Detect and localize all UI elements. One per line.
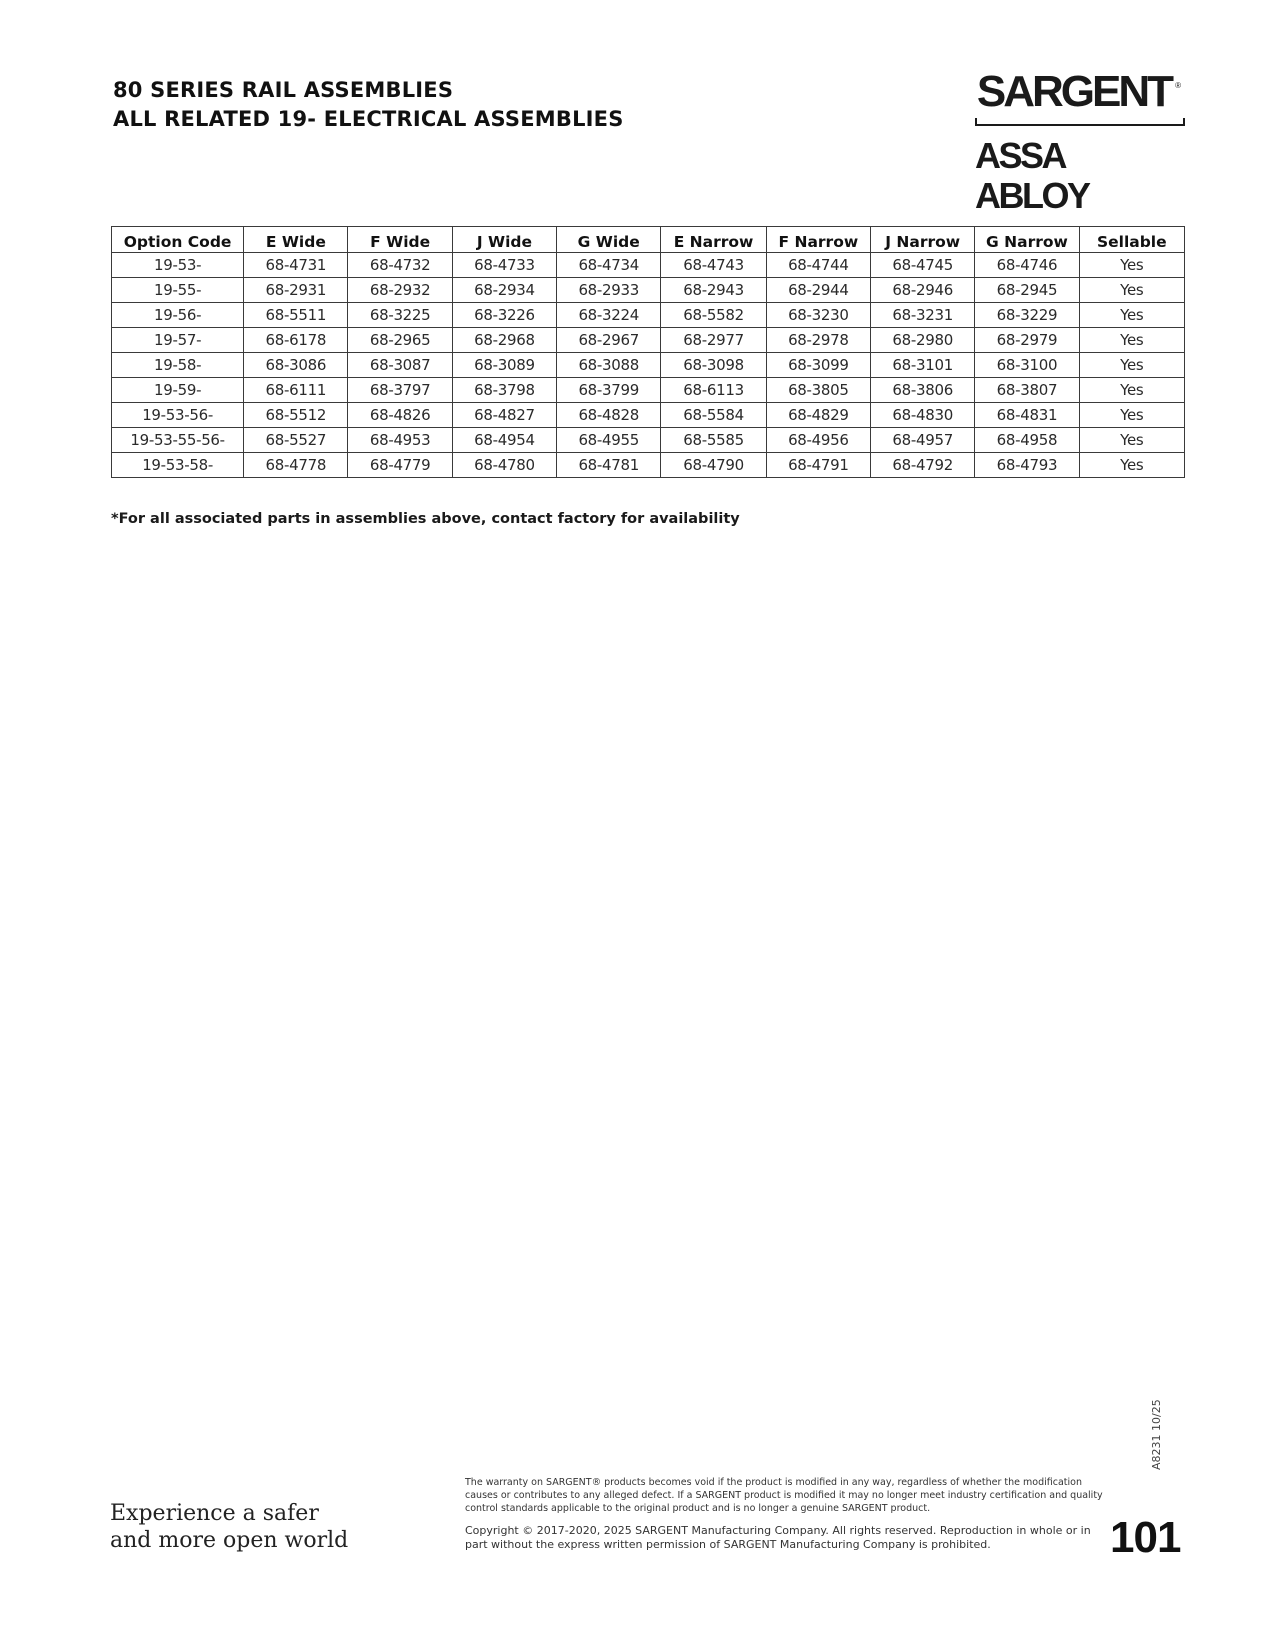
option-code-cell: 19-56- xyxy=(112,303,244,328)
option-code-cell: 19-57- xyxy=(112,328,244,353)
part-number-cell: 68-2978 xyxy=(766,328,870,353)
part-number-cell: 68-4731 xyxy=(244,253,348,278)
part-number-cell: 68-6178 xyxy=(244,328,348,353)
part-number-cell: 68-2944 xyxy=(766,278,870,303)
tagline-line-2: and more open world xyxy=(110,1528,349,1553)
warranty-text: The warranty on SARGENT® products becomes void if the product is modified in any way, regardless of whether the modification causes or contributes to any alleged defect. If a SARGENT product is modified it may no longer meet industry certification and quality control standards applicable to the original product and is no longer a genuine SARGENT product. xyxy=(465,1477,1103,1514)
part-number-cell: 68-5527 xyxy=(244,428,348,453)
sellable-cell: Yes xyxy=(1079,453,1184,478)
sellable-cell: Yes xyxy=(1079,353,1184,378)
part-number-cell: 68-3088 xyxy=(557,353,661,378)
part-number-cell: 68-5511 xyxy=(244,303,348,328)
part-number-cell: 68-3230 xyxy=(766,303,870,328)
sellable-cell: Yes xyxy=(1079,253,1184,278)
part-number-cell: 68-4778 xyxy=(244,453,348,478)
document-code: A8231 10/25 xyxy=(1150,1399,1163,1470)
table-row xyxy=(112,253,1185,278)
part-number-cell: 68-4746 xyxy=(975,253,1079,278)
part-number-cell: 68-4826 xyxy=(348,403,452,428)
table-row xyxy=(112,453,1185,478)
sellable-cell: Yes xyxy=(1079,328,1184,353)
sellable-cell: Yes xyxy=(1079,278,1184,303)
column-header: Option Code xyxy=(112,227,244,253)
registered-mark: ® xyxy=(1175,81,1181,90)
column-header: J Narrow xyxy=(871,227,975,253)
assemblies-table xyxy=(111,226,1185,478)
table-row xyxy=(112,353,1185,378)
part-number-cell: 68-3807 xyxy=(975,378,1079,403)
part-number-cell: 68-2965 xyxy=(348,328,452,353)
option-code-cell: 19-53- xyxy=(112,253,244,278)
part-number-cell: 68-4792 xyxy=(871,453,975,478)
option-code-cell: 19-53-55-56- xyxy=(112,428,244,453)
part-number-cell: 68-5585 xyxy=(661,428,766,453)
part-number-cell: 68-4953 xyxy=(348,428,452,453)
column-header: G Wide xyxy=(557,227,661,253)
column-header: E Wide xyxy=(244,227,348,253)
part-number-cell: 68-4793 xyxy=(975,453,1079,478)
column-header: F Narrow xyxy=(766,227,870,253)
part-number-cell: 68-2980 xyxy=(871,328,975,353)
column-header: Sellable xyxy=(1079,227,1184,253)
sellable-cell: Yes xyxy=(1079,403,1184,428)
part-number-cell: 68-4958 xyxy=(975,428,1079,453)
page-title-block xyxy=(113,76,624,134)
part-number-cell: 68-6113 xyxy=(661,378,766,403)
part-number-cell: 68-3086 xyxy=(244,353,348,378)
part-number-cell: 68-2979 xyxy=(975,328,1079,353)
option-code-cell: 19-55- xyxy=(112,278,244,303)
table-row xyxy=(112,428,1185,453)
part-number-cell: 68-4790 xyxy=(661,453,766,478)
part-number-cell: 68-3099 xyxy=(766,353,870,378)
part-number-cell: 68-3229 xyxy=(975,303,1079,328)
part-number-cell: 68-4732 xyxy=(348,253,452,278)
option-code-cell: 19-59- xyxy=(112,378,244,403)
part-number-cell: 68-4779 xyxy=(348,453,452,478)
page-subtitle: ALL RELATED 19- ELECTRICAL ASSEMBLIES xyxy=(113,107,624,131)
page-title: 80 SERIES RAIL ASSEMBLIES xyxy=(113,78,454,102)
sellable-cell: Yes xyxy=(1079,428,1184,453)
part-number-cell: 68-4781 xyxy=(557,453,661,478)
option-code-cell: 19-58- xyxy=(112,353,244,378)
part-number-cell: 68-2967 xyxy=(557,328,661,353)
part-number-cell: 68-4955 xyxy=(557,428,661,453)
part-number-cell: 68-3797 xyxy=(348,378,452,403)
table-header-row xyxy=(112,227,1185,253)
table-row xyxy=(112,403,1185,428)
part-number-cell: 68-3225 xyxy=(348,303,452,328)
part-number-cell: 68-4956 xyxy=(766,428,870,453)
part-number-cell: 68-2946 xyxy=(871,278,975,303)
part-number-cell: 68-5584 xyxy=(661,403,766,428)
part-number-cell: 68-3805 xyxy=(766,378,870,403)
part-number-cell: 68-4780 xyxy=(452,453,556,478)
part-number-cell: 68-4831 xyxy=(975,403,1079,428)
part-number-cell: 68-6111 xyxy=(244,378,348,403)
part-number-cell: 68-4954 xyxy=(452,428,556,453)
part-number-cell: 68-3224 xyxy=(557,303,661,328)
part-number-cell: 68-2968 xyxy=(452,328,556,353)
column-header: F Wide xyxy=(348,227,452,253)
page-number: 101 xyxy=(1110,1513,1181,1562)
part-number-cell: 68-4791 xyxy=(766,453,870,478)
table-row xyxy=(112,328,1185,353)
option-code-cell: 19-53-56- xyxy=(112,403,244,428)
part-number-cell: 68-4744 xyxy=(766,253,870,278)
sellable-cell: Yes xyxy=(1079,378,1184,403)
part-number-cell: 68-3100 xyxy=(975,353,1079,378)
part-number-cell: 68-2943 xyxy=(661,278,766,303)
part-number-cell: 68-5582 xyxy=(661,303,766,328)
tagline xyxy=(110,1500,348,1554)
part-number-cell: 68-4957 xyxy=(871,428,975,453)
column-header: G Narrow xyxy=(975,227,1079,253)
part-number-cell: 68-4733 xyxy=(452,253,556,278)
column-header: J Wide xyxy=(452,227,556,253)
part-number-cell: 68-2932 xyxy=(348,278,452,303)
part-number-cell: 68-3799 xyxy=(557,378,661,403)
part-number-cell: 68-5512 xyxy=(244,403,348,428)
table-row xyxy=(112,303,1185,328)
part-number-cell: 68-4830 xyxy=(871,403,975,428)
availability-note: *For all associated parts in assemblies above, contact factory for availability xyxy=(111,511,740,527)
part-number-cell: 68-3806 xyxy=(871,378,975,403)
part-number-cell: 68-4829 xyxy=(766,403,870,428)
part-number-cell: 68-3101 xyxy=(871,353,975,378)
part-number-cell: 68-3098 xyxy=(661,353,766,378)
logo-bracket-line xyxy=(975,118,1185,126)
tagline-line-1: Experience a safer xyxy=(110,1501,319,1526)
part-number-cell: 68-2931 xyxy=(244,278,348,303)
part-number-cell: 68-2934 xyxy=(452,278,556,303)
part-number-cell: 68-3087 xyxy=(348,353,452,378)
brand-logo xyxy=(975,67,1185,216)
part-number-cell: 68-3798 xyxy=(452,378,556,403)
part-number-cell: 68-4828 xyxy=(557,403,661,428)
option-code-cell: 19-53-58- xyxy=(112,453,244,478)
column-header: E Narrow xyxy=(661,227,766,253)
sellable-cell: Yes xyxy=(1079,303,1184,328)
table-row xyxy=(112,278,1185,303)
part-number-cell: 68-4745 xyxy=(871,253,975,278)
part-number-cell: 68-2977 xyxy=(661,328,766,353)
part-number-cell: 68-4827 xyxy=(452,403,556,428)
assa-abloy-logo-text: ASSA ABLOY xyxy=(975,135,1089,216)
copyright-text: Copyright © 2017-2020, 2025 SARGENT Manufacturing Company. All rights reserved. Reproduction in whole or in part without the express written permission of SARGENT Manufacturing Company is prohibited. xyxy=(465,1524,1091,1551)
part-number-cell: 68-4734 xyxy=(557,253,661,278)
part-number-cell: 68-2945 xyxy=(975,278,1079,303)
table-row xyxy=(112,378,1185,403)
part-number-cell: 68-4743 xyxy=(661,253,766,278)
table-body xyxy=(112,253,1185,478)
sargent-logo-text: SARGENT xyxy=(976,67,1171,116)
part-number-cell: 68-3089 xyxy=(452,353,556,378)
part-number-cell: 68-3231 xyxy=(871,303,975,328)
part-number-cell: 68-3226 xyxy=(452,303,556,328)
part-number-cell: 68-2933 xyxy=(557,278,661,303)
